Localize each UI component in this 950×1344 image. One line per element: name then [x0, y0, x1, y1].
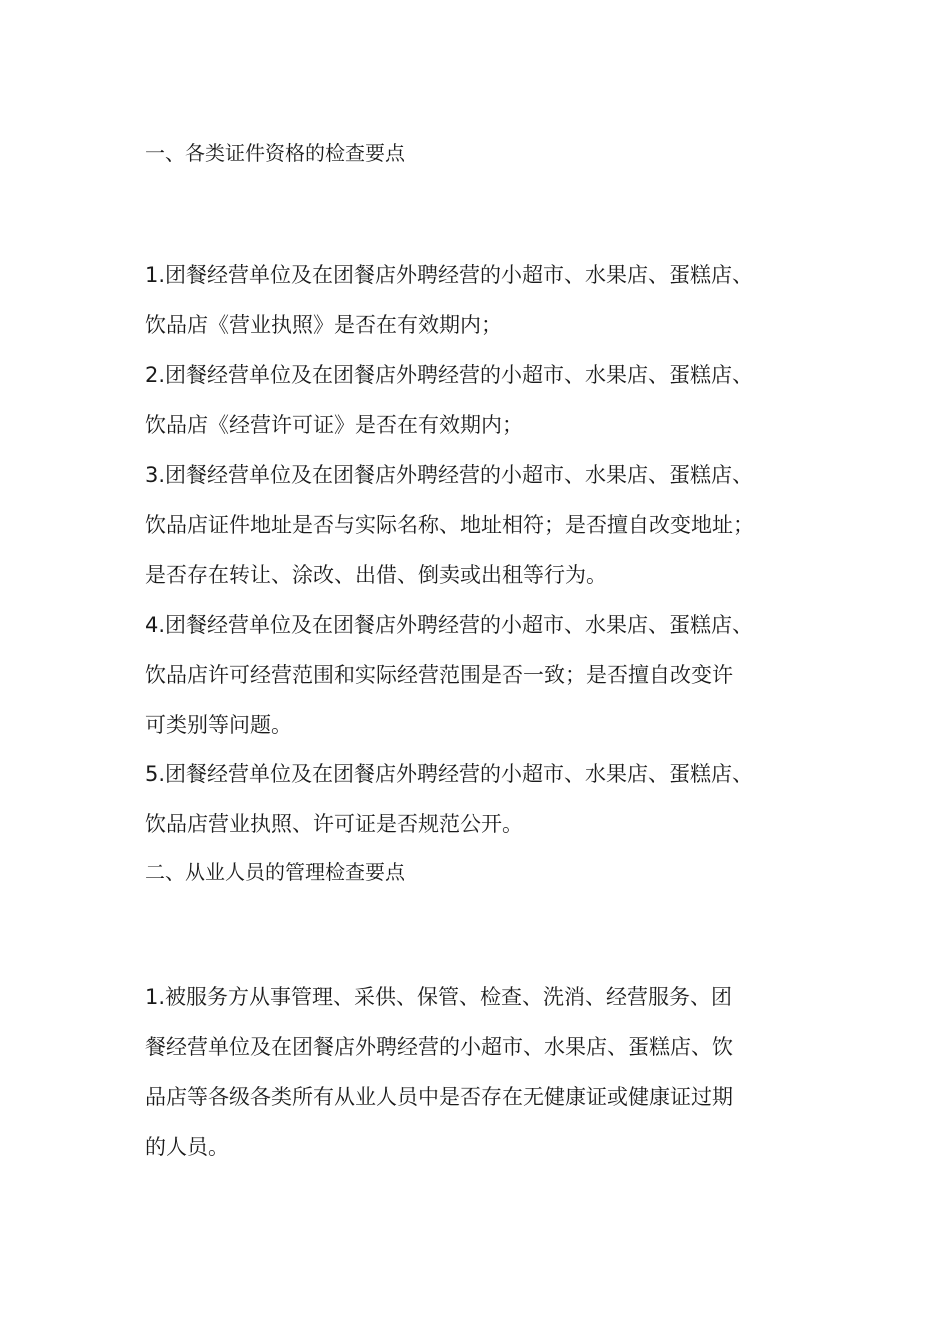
- list-item: [145, 450, 810, 600]
- list-item: [145, 972, 810, 1172]
- text-line: 5.团餐经营单位及在团餐店外聘经营的小超市、水果店、蛋糕店、: [145, 762, 754, 786]
- text-line: 饮品店《营业执照》是否在有效期内；: [145, 313, 502, 337]
- list-item: [145, 350, 810, 450]
- section-heading-1: 一、各类证件资格的检查要点: [145, 141, 405, 165]
- text-line: 是否存在转让、涂改、出借、倒卖或出租等行为。: [145, 563, 607, 587]
- text-line: 4.团餐经营单位及在团餐店外聘经营的小超市、水果店、蛋糕店、: [145, 613, 754, 637]
- text-line: 1.团餐经营单位及在团餐店外聘经营的小超市、水果店、蛋糕店、: [145, 263, 754, 287]
- list-item: [145, 250, 810, 350]
- text-line: 饮品店营业执照、许可证是否规范公开。: [145, 812, 523, 836]
- text-line: 2.团餐经营单位及在团餐店外聘经营的小超市、水果店、蛋糕店、: [145, 363, 754, 387]
- text-line: 品店等各级各类所有从业人员中是否存在无健康证或健康证过期: [145, 1085, 733, 1109]
- section-heading-2: 二、从业人员的管理检查要点: [145, 860, 405, 884]
- text-line: 饮品店许可经营范围和实际经营范围是否一致；是否擅自改变许: [145, 663, 733, 687]
- text-line: 饮品店《经营许可证》是否在有效期内；: [145, 413, 523, 437]
- text-line: 可类别等问题。: [145, 713, 292, 737]
- list-item: [145, 600, 810, 750]
- text-line: 餐经营单位及在团餐店外聘经营的小超市、水果店、蛋糕店、饮: [145, 1035, 733, 1059]
- text-line: 3.团餐经营单位及在团餐店外聘经营的小超市、水果店、蛋糕店、: [145, 463, 754, 487]
- text-line: 1.被服务方从事管理、采供、保管、检查、洗消、经营服务、团: [145, 985, 733, 1009]
- list-item: [145, 749, 810, 849]
- text-line: 的人员。: [145, 1135, 229, 1159]
- text-line: 饮品店证件地址是否与实际名称、地址相符；是否擅自改变地址；: [145, 513, 754, 537]
